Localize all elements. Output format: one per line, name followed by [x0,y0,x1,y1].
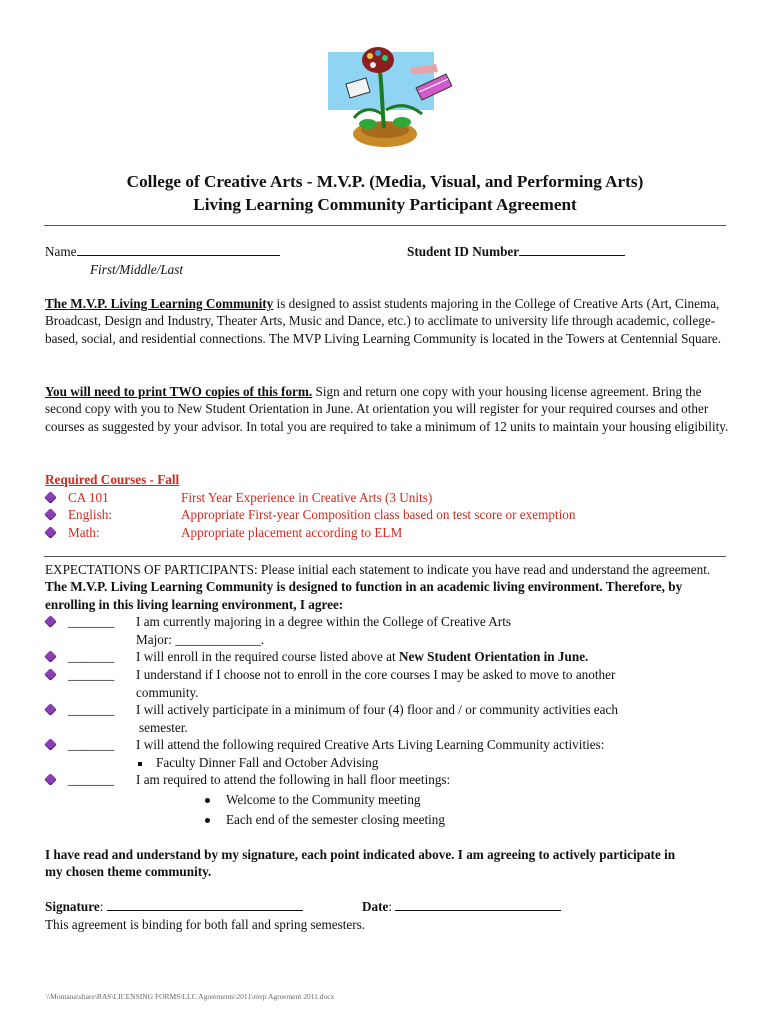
expectation-5-sub-text: Faculty Dinner Fall and October Advising [156,755,379,770]
student-id-blank[interactable] [519,243,625,256]
expectation-2 [136,648,588,665]
signature-field[interactable]: Signature: [45,898,303,915]
course-desc: First Year Experience in Creative Arts (3 Units) [181,490,433,505]
round-bullet-icon [205,818,210,823]
diamond-bullet-icon [44,773,57,786]
print-notice-body: Sign and return one copy with your housing license agreement. Bring the second copy with you to New Student Orientation in June. At orientation you will register for your required courses and other courses as suggested by your advisor. In total you are required to take a minimum of 12 units to maintain your housing eligibility. [45,384,729,434]
course-code: English: [68,507,112,522]
name-label: Name [45,244,77,259]
diamond-bullet-icon [44,650,57,663]
diamond-bullet-icon [44,703,57,716]
intro-lead: The M.V.P. Living Learning Community [45,296,274,311]
expectation-6-sub-2 [205,811,445,828]
course-code: CA 101 [68,490,109,505]
expectation-5-line-1: I will attend the following required Creative Arts Living Learning Community activities: [136,737,605,752]
round-bullet-icon [205,798,210,803]
title-line-1: College of Creative Arts - M.V.P. (Media, Visual, and Performing Arts) [126,172,644,191]
name-hint: First/Middle/Last [90,262,184,277]
expectation-6-sub-1-text: Welcome to the Community meeting [226,792,421,807]
square-bullet-icon [138,762,142,766]
initial-blank[interactable]: _______ [68,737,115,752]
major-field[interactable]: Major: _____________. [136,632,265,647]
date-blank[interactable] [395,898,561,911]
courses-heading: Required Courses - Fall [45,472,180,487]
expectation-2-bold: New Student Orientation in June. [398,649,589,664]
expectation-5-sub [138,754,378,771]
print-notice-lead: You will need to print TWO copies of this form. [45,384,313,399]
signature-blank[interactable] [107,898,303,911]
name-field[interactable] [45,243,280,260]
expectation-3-line-1: I understand if I choose not to enroll in the core courses I may be asked to move to another [136,667,616,682]
arts-logo-image [318,44,452,148]
title-divider [44,225,726,226]
expectation-2-text: I will enroll in the required course listed above at [136,649,399,664]
diamond-bullet-icon [44,526,57,539]
expectation-4-line-1: I will actively participate in a minimum of four (4) floor and / or community activities each [136,702,618,717]
initial-blank[interactable]: _______ [68,772,115,787]
print-notice-paragraph [45,383,730,435]
initial-blank[interactable]: _______ [68,649,115,664]
expectations-lead: EXPECTATIONS OF PARTICIPANTS: [45,562,258,577]
diamond-bullet-icon [44,508,57,521]
expectation-4-line-2: semester. [139,720,188,735]
expectation-1-line-1: I am currently majoring in a degree within the College of Creative Arts [136,614,511,629]
expectation-3-line-2: community. [136,685,199,700]
diamond-bullet-icon [44,668,57,681]
student-id-field[interactable] [407,243,625,260]
expectation-6-sub-1 [205,791,421,808]
date-label: Date [362,899,389,914]
course-code: Math: [68,525,100,540]
footer-file-path: \\Montana\share\RAS\LICENSING FORMS\LLC Agreements\2011\mvp Agreement 2011.docx [46,992,335,1001]
initial-blank[interactable]: _______ [68,702,115,717]
title-line-2: Living Learning Community Participant Agreement [193,195,577,214]
student-id-label: Student ID Number [407,244,520,259]
initial-blank[interactable]: _______ [68,614,115,629]
course-desc: Appropriate placement according to ELM [181,525,403,540]
diamond-bullet-icon [44,615,57,628]
expectations-intro [45,561,730,613]
signature-label: Signature [45,899,100,914]
name-blank[interactable] [77,243,280,256]
expectations-bold: The M.V.P. Living Learning Community is designed to function in an academic living environment. Therefore, by enrolling in this living learning environment, I agree: [45,579,683,612]
intro-paragraph [45,295,730,347]
expectation-6-line-1: I am required to attend the following in hall floor meetings: [136,772,451,787]
initial-blank[interactable]: _______ [68,667,115,682]
course-desc: Appropriate First-year Composition class based on test score or exemption [181,507,576,522]
binding-note: This agreement is binding for both fall and spring semesters. [45,917,366,932]
diamond-bullet-icon [44,491,57,504]
expectation-6-sub-2-text: Each end of the semester closing meeting [226,812,445,827]
courses-divider [44,556,726,557]
expectations-instruction: Please initial each statement to indicate you have read and understand the agreement. [257,562,711,577]
date-field[interactable]: Date: [362,898,561,915]
acknowledgement: I have read and understand by my signature, each point indicated above. I am agreeing to actively participate in my chosen theme community. [45,847,676,880]
intro-body: is designed to assist students majoring in the College of Creative Arts (Art, Cinema, Broadcast, Design and Industry, Theater Arts, Music and Dance, etc.) to acclimate to university life through academic, college-based, social, and residential connections. The MVP Living Learning Community is located in the Towers at Centennial Square. [45,296,722,346]
diamond-bullet-icon [44,738,57,751]
